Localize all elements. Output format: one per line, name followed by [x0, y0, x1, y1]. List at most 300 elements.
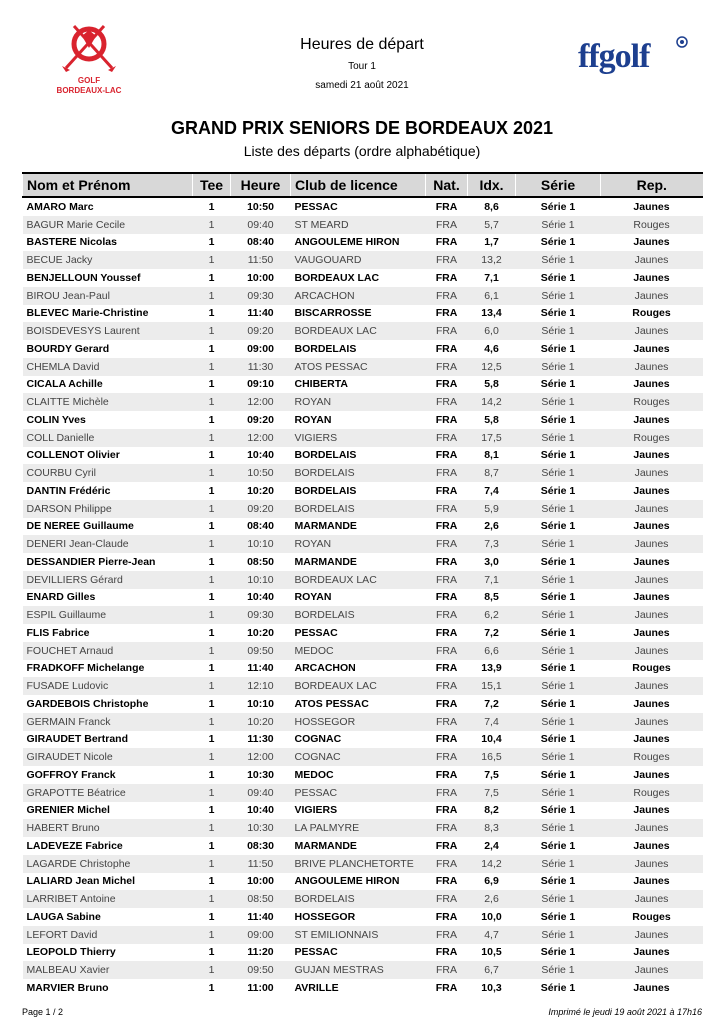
start-time: 11:00 [247, 981, 274, 994]
player-name: LEFORT David [23, 926, 193, 944]
nationality: FRA [426, 500, 468, 518]
index-cell: 7,2 [484, 626, 499, 639]
player-name: BECUE Jacky [23, 251, 193, 269]
tee-marker: Jaunes [633, 733, 670, 746]
index-cell: 12,5 [468, 358, 516, 376]
series-cell: Série 1 [540, 946, 576, 959]
tee-marker: Jaunes [633, 768, 670, 781]
club-cell: BORDELAIS [291, 890, 426, 908]
nationality: FRA [426, 748, 468, 766]
table-row [23, 571, 703, 589]
logo-line1: GOLF [77, 76, 101, 85]
table-row [23, 269, 703, 287]
tee-cell: 1 [193, 251, 231, 269]
club-cell: ARCACHON [294, 662, 356, 675]
index-cell: 6,7 [468, 961, 516, 979]
series-cell: Série 1 [516, 216, 601, 234]
index-cell: 1,7 [484, 236, 499, 249]
index-cell: 7,1 [468, 571, 516, 589]
club-cell: PESSAC [294, 200, 338, 213]
table-row [23, 234, 703, 252]
nationality: FRA [426, 819, 468, 837]
tee-marker: Jaunes [633, 271, 670, 284]
table-row [23, 713, 703, 731]
table-row [23, 482, 703, 500]
player-name: GRAPOTTE Béatrice [23, 784, 193, 802]
tee-cell: 1 [208, 271, 215, 284]
start-time: 10:00 [247, 271, 274, 284]
index-cell: 6,1 [468, 287, 516, 305]
table-row [23, 287, 703, 305]
tee-cell: 1 [193, 535, 231, 553]
col-tee: Tee [193, 173, 231, 197]
start-time: 08:40 [247, 236, 274, 249]
series-cell: Série 1 [516, 571, 601, 589]
tee-marker: Jaunes [601, 535, 703, 553]
nationality: FRA [435, 378, 458, 391]
start-time: 10:30 [247, 768, 274, 781]
table-row [23, 660, 703, 678]
nationality: FRA [435, 946, 458, 959]
series-cell: Série 1 [516, 713, 601, 731]
series-cell: Série 1 [516, 429, 601, 447]
player-name: COLIN Yves [26, 413, 86, 426]
start-time: 09:00 [247, 342, 274, 355]
series-cell: Série 1 [540, 768, 576, 781]
start-time: 10:10 [231, 535, 291, 553]
date-label: samedi 21 août 2021 [315, 80, 409, 91]
table-row [23, 589, 703, 607]
player-name: FLIS Fabrice [26, 626, 90, 639]
nationality: FRA [426, 535, 468, 553]
index-cell: 7,3 [468, 535, 516, 553]
player-name: COLL Danielle [23, 429, 193, 447]
tee-marker: Jaunes [601, 571, 703, 589]
table-row [23, 677, 703, 695]
player-name: CLAITTE Michèle [23, 393, 193, 411]
nationality: FRA [435, 307, 458, 320]
club-cell: VIGIERS [294, 804, 338, 817]
index-cell: 5,9 [468, 500, 516, 518]
series-cell: Série 1 [540, 626, 576, 639]
series-cell: Série 1 [540, 484, 576, 497]
tee-cell: 1 [208, 910, 215, 923]
index-cell: 14,2 [468, 855, 516, 873]
index-cell: 15,1 [468, 677, 516, 695]
page-number: Page 1 / 2 [22, 1007, 64, 1017]
player-name: FUSADE Ludovic [23, 677, 193, 695]
tee-cell: 1 [193, 606, 231, 624]
tee-marker: Jaunes [633, 804, 670, 817]
series-cell: Série 1 [516, 287, 601, 305]
index-cell: 6,0 [468, 322, 516, 340]
player-name: GERMAIN Franck [23, 713, 193, 731]
tee-marker: Jaunes [601, 890, 703, 908]
tee-marker: Jaunes [633, 591, 670, 604]
index-cell: 5,8 [484, 378, 499, 391]
start-time: 09:30 [231, 287, 291, 305]
tee-marker: Jaunes [601, 961, 703, 979]
start-time: 11:30 [231, 358, 291, 376]
tee-marker: Jaunes [633, 449, 670, 462]
nationality: FRA [426, 251, 468, 269]
club-cell: ST MEARD [291, 216, 426, 234]
logo-line2: BORDEAUX-LAC [56, 86, 122, 95]
page-heading: Heures de départ [300, 36, 424, 53]
tee-cell: 1 [193, 393, 231, 411]
index-cell: 3,0 [484, 555, 499, 568]
tee-marker: Jaunes [601, 287, 703, 305]
table-row [23, 873, 703, 891]
nationality: FRA [435, 697, 458, 710]
nationality: FRA [435, 413, 458, 426]
start-time: 08:50 [247, 555, 274, 568]
club-cell: MARMANDE [294, 520, 357, 533]
index-cell: 13,4 [481, 307, 502, 320]
player-name: AMARO Marc [26, 200, 94, 213]
index-cell: 10,0 [481, 910, 502, 923]
table-row [23, 500, 703, 518]
start-time: 12:00 [231, 393, 291, 411]
player-name: DESSANDIER Pierre-Jean [26, 555, 156, 568]
player-name: BENJELLOUN Youssef [26, 271, 141, 284]
start-time: 10:10 [247, 697, 274, 710]
club-cell: ROYAN [291, 393, 426, 411]
series-cell: Série 1 [516, 890, 601, 908]
index-cell: 2,6 [468, 890, 516, 908]
nationality: FRA [435, 520, 458, 533]
index-cell: 13,2 [468, 251, 516, 269]
club-cell: PESSAC [294, 626, 338, 639]
print-timestamp: Imprimé le jeudi 19 août 2021 à 17h16 [548, 1007, 702, 1017]
tee-marker: Jaunes [633, 626, 670, 639]
series-cell: Série 1 [516, 855, 601, 873]
nationality: FRA [435, 200, 458, 213]
player-name: LALIARD Jean Michel [26, 875, 136, 888]
index-cell: 2,4 [484, 839, 499, 852]
nationality: FRA [426, 642, 468, 660]
index-cell: 8,7 [468, 464, 516, 482]
tee-cell: 1 [193, 784, 231, 802]
nationality: FRA [435, 449, 458, 462]
tee-marker: Jaunes [601, 464, 703, 482]
series-cell: Série 1 [540, 662, 576, 675]
player-name: LARRIBET Antoine [23, 890, 193, 908]
series-cell: Série 1 [516, 784, 601, 802]
player-name: BASTERE Nicolas [26, 236, 117, 249]
tee-marker: Rouges [601, 393, 703, 411]
table-row [23, 837, 703, 855]
series-cell: Série 1 [540, 839, 576, 852]
start-time: 09:50 [231, 961, 291, 979]
series-cell: Série 1 [540, 555, 576, 568]
tee-marker: Jaunes [601, 926, 703, 944]
series-cell: Série 1 [540, 271, 576, 284]
index-cell: 4,6 [484, 342, 499, 355]
col-idx: Idx. [468, 173, 516, 197]
start-time: 09:10 [247, 378, 274, 391]
club-cell: ROYAN [291, 535, 426, 553]
tee-cell: 1 [208, 839, 215, 852]
start-time: 08:30 [247, 839, 274, 852]
index-cell: 7,5 [484, 768, 499, 781]
tee-cell: 1 [193, 890, 231, 908]
index-cell: 5,8 [484, 413, 499, 426]
index-cell: 5,7 [468, 216, 516, 234]
player-name: DARSON Philippe [23, 500, 193, 518]
table-row [23, 926, 703, 944]
player-name: LADEVEZE Fabrice [26, 839, 123, 852]
nationality: FRA [435, 662, 458, 675]
nationality: FRA [426, 677, 468, 695]
table-row [23, 447, 703, 465]
player-name: HABERT Bruno [23, 819, 193, 837]
table-row [23, 961, 703, 979]
player-name: DANTIN Frédéric [26, 484, 111, 497]
series-cell: Série 1 [516, 393, 601, 411]
player-name: GRENIER Michel [26, 804, 110, 817]
series-cell: Série 1 [540, 697, 576, 710]
nationality: FRA [426, 855, 468, 873]
start-time: 11:40 [247, 307, 274, 320]
series-cell: Série 1 [516, 358, 601, 376]
table-row [23, 251, 703, 269]
nationality: FRA [435, 804, 458, 817]
ffgolf-wordmark: ffgolf [578, 38, 650, 75]
tee-marker: Jaunes [601, 855, 703, 873]
index-cell: 13,9 [481, 662, 502, 675]
player-name: DEVILLIERS Gérard [23, 571, 193, 589]
tee-marker: Jaunes [601, 642, 703, 660]
nationality: FRA [426, 464, 468, 482]
club-cell: ATOS PESSAC [291, 358, 426, 376]
tee-cell: 1 [193, 464, 231, 482]
col-nat: Nat. [426, 173, 468, 197]
start-time: 10:40 [247, 804, 274, 817]
tee-marker: Jaunes [633, 200, 670, 213]
nationality: FRA [426, 358, 468, 376]
start-time: 09:20 [247, 413, 274, 426]
tee-marker: Jaunes [633, 875, 670, 888]
col-serie: Série [516, 173, 601, 197]
club-cell: LA PALMYRE [291, 819, 426, 837]
series-cell: Série 1 [540, 236, 576, 249]
index-cell: 8,6 [484, 200, 499, 213]
tee-cell: 1 [193, 748, 231, 766]
table-row [23, 464, 703, 482]
player-name: LEOPOLD Thierry [26, 946, 116, 959]
table-row [23, 890, 703, 908]
tee-cell: 1 [208, 875, 215, 888]
start-time: 10:10 [231, 571, 291, 589]
nationality: FRA [426, 784, 468, 802]
nationality: FRA [426, 890, 468, 908]
series-cell: Série 1 [516, 464, 601, 482]
club-cell: MARMANDE [294, 839, 357, 852]
tee-cell: 1 [208, 555, 215, 568]
player-name: GARDEBOIS Christophe [26, 697, 149, 710]
club-cell: MEDOC [294, 768, 334, 781]
start-time: 10:20 [231, 713, 291, 731]
series-cell: Série 1 [540, 200, 576, 213]
tee-marker: Jaunes [633, 981, 670, 994]
tee-marker: Rouges [601, 784, 703, 802]
start-time: 10:00 [247, 875, 274, 888]
series-cell: Série 1 [540, 378, 576, 391]
index-cell: 17,5 [468, 429, 516, 447]
tee-cell: 1 [208, 342, 215, 355]
table-row [23, 216, 703, 234]
index-cell: 7,4 [468, 713, 516, 731]
player-name: ENARD Gilles [26, 591, 96, 604]
tee-cell: 1 [193, 322, 231, 340]
tee-cell: 1 [208, 768, 215, 781]
club-cell: COGNAC [291, 748, 426, 766]
tee-marker: Rouges [632, 307, 671, 320]
start-time: 10:50 [231, 464, 291, 482]
series-cell: Série 1 [540, 449, 576, 462]
tee-cell: 1 [193, 677, 231, 695]
index-cell: 7,5 [468, 784, 516, 802]
start-time: 08:40 [247, 520, 274, 533]
index-cell: 7,4 [484, 484, 499, 497]
start-time: 10:20 [247, 484, 274, 497]
tee-marker: Jaunes [633, 484, 670, 497]
tee-marker: Jaunes [601, 677, 703, 695]
start-time: 12:00 [231, 748, 291, 766]
tee-marker: Jaunes [601, 251, 703, 269]
start-time: 11:20 [247, 946, 274, 959]
start-time: 09:20 [231, 500, 291, 518]
club-cell: PESSAC [291, 784, 426, 802]
tee-cell: 1 [208, 200, 215, 213]
nationality: FRA [426, 961, 468, 979]
table-row [23, 197, 703, 216]
club-cell: BORDELAIS [294, 342, 357, 355]
club-cell: ST EMILIONNAIS [291, 926, 426, 944]
start-time: 10:50 [247, 200, 274, 213]
tee-marker: Jaunes [633, 555, 670, 568]
nationality: FRA [426, 571, 468, 589]
start-time: 11:50 [231, 251, 291, 269]
club-cell: BRIVE PLANCHETORTE [291, 855, 426, 873]
club-cell: MEDOC [291, 642, 426, 660]
player-name: BAGUR Marie Cecile [23, 216, 193, 234]
tee-marker: Jaunes [633, 520, 670, 533]
tee-cell: 1 [193, 961, 231, 979]
tee-cell: 1 [208, 484, 215, 497]
tee-marker: Jaunes [633, 946, 670, 959]
nationality: FRA [435, 626, 458, 639]
club-cell: BORDEAUX LAC [291, 322, 426, 340]
nationality: FRA [426, 429, 468, 447]
player-name: LAGARDE Christophe [23, 855, 193, 873]
tee-cell: 1 [208, 804, 215, 817]
player-name: GIRAUDET Bertrand [26, 733, 129, 746]
start-time: 09:40 [231, 784, 291, 802]
tee-marker: Jaunes [633, 839, 670, 852]
tee-cell: 1 [208, 520, 215, 533]
series-cell: Série 1 [516, 251, 601, 269]
tee-marker: Jaunes [633, 342, 670, 355]
table-row [23, 819, 703, 837]
tournament-title: GRAND PRIX SENIORS DE BORDEAUX 2021 [170, 118, 554, 138]
series-cell: Série 1 [540, 591, 576, 604]
series-cell: Série 1 [516, 677, 601, 695]
table-row [23, 802, 703, 820]
nationality: FRA [435, 271, 458, 284]
player-name: FRADKOFF Michelange [26, 662, 145, 675]
club-cell: MARMANDE [294, 555, 357, 568]
tee-cell: 1 [193, 216, 231, 234]
tee-cell: 1 [208, 413, 215, 426]
table-row [23, 944, 703, 962]
tee-cell: 1 [208, 981, 215, 994]
index-cell: 6,9 [484, 875, 499, 888]
ffgolf-registered-icon [676, 36, 688, 48]
table-row [23, 624, 703, 642]
player-name: BOURDY Gerard [26, 342, 110, 355]
start-time: 09:30 [231, 606, 291, 624]
start-time: 11:40 [247, 662, 274, 675]
nationality: FRA [426, 216, 468, 234]
series-cell: Série 1 [540, 910, 576, 923]
tee-marker: Jaunes [601, 819, 703, 837]
index-cell: 2,6 [484, 520, 499, 533]
club-cell: AVRILLE [294, 981, 339, 994]
index-cell: 14,2 [468, 393, 516, 411]
nationality: FRA [435, 768, 458, 781]
table-row [23, 518, 703, 536]
tee-cell: 1 [208, 307, 215, 320]
col-rep: Rep. [601, 173, 703, 197]
table-row [23, 606, 703, 624]
tee-cell: 1 [208, 591, 215, 604]
club-cell: BISCARROSSE [294, 307, 372, 320]
tee-cell: 1 [208, 449, 215, 462]
table-row [23, 393, 703, 411]
club-cell: GUJAN MESTRAS [291, 961, 426, 979]
player-name: COURBU Cyril [23, 464, 193, 482]
club-cell: ANGOULEME HIRON [294, 875, 400, 888]
club-cell: BORDEAUX LAC [291, 677, 426, 695]
nationality: FRA [435, 555, 458, 568]
series-cell: Série 1 [540, 981, 576, 994]
start-time: 11:40 [247, 910, 274, 923]
club-cell: CHIBERTA [294, 378, 348, 391]
col-time: Heure [231, 173, 291, 197]
nationality: FRA [426, 713, 468, 731]
player-name: BIROU Jean-Paul [23, 287, 193, 305]
index-cell: 8,3 [468, 819, 516, 837]
table-row [23, 340, 703, 358]
club-cell: BORDELAIS [294, 484, 357, 497]
table-row [23, 535, 703, 553]
start-time: 09:50 [231, 642, 291, 660]
start-time: 09:20 [231, 322, 291, 340]
series-cell: Série 1 [516, 819, 601, 837]
tee-marker: Rouges [601, 748, 703, 766]
nationality: FRA [435, 910, 458, 923]
tee-cell: 1 [208, 733, 215, 746]
club-cell: ARCACHON [291, 287, 426, 305]
index-cell: 8,1 [484, 449, 499, 462]
player-name: ESPIL Guillaume [23, 606, 193, 624]
series-cell: Série 1 [516, 926, 601, 944]
nationality: FRA [426, 393, 468, 411]
series-cell: Série 1 [516, 642, 601, 660]
tee-cell: 1 [208, 697, 215, 710]
